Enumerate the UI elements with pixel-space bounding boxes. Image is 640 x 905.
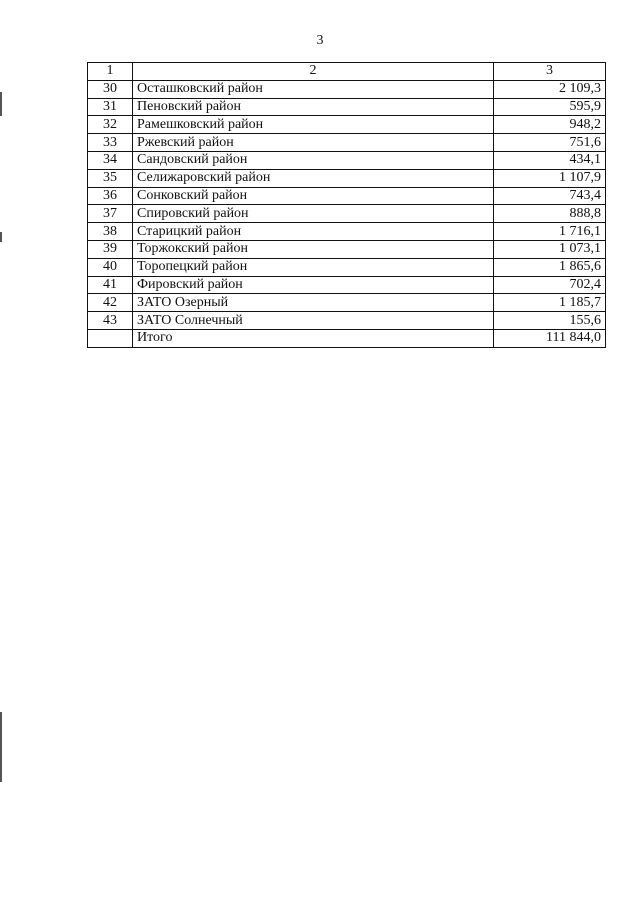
row-number: 36 (88, 187, 133, 205)
row-district-name: Фировский район (133, 276, 494, 294)
table-row (88, 294, 606, 312)
row-number: 31 (88, 98, 133, 116)
total-number (88, 329, 133, 347)
row-value: 743,4 (494, 187, 606, 205)
table-row (88, 98, 606, 116)
table-row (88, 276, 606, 294)
row-district-name: Спировский район (133, 205, 494, 223)
table-row (88, 80, 606, 98)
row-value: 434,1 (494, 151, 606, 169)
data-table (87, 62, 606, 348)
column-header-number: 1 (88, 63, 133, 81)
row-value: 1 107,9 (494, 169, 606, 187)
row-district-name: ЗАТО Солнечный (133, 312, 494, 330)
table-row (88, 187, 606, 205)
table-row (88, 240, 606, 258)
row-number: 37 (88, 205, 133, 223)
row-value: 888,8 (494, 205, 606, 223)
row-value: 2 109,3 (494, 80, 606, 98)
row-district-name: Торопецкий район (133, 258, 494, 276)
page-number: 3 (316, 33, 324, 48)
total-label: Итого (133, 329, 494, 347)
row-district-name: Рамешковский район (133, 116, 494, 134)
table-body (88, 80, 606, 329)
row-number: 41 (88, 276, 133, 294)
table-row (88, 312, 606, 330)
row-number: 34 (88, 151, 133, 169)
row-district-name: Сандовский район (133, 151, 494, 169)
table-row (88, 205, 606, 223)
row-district-name: Осташковский район (133, 80, 494, 98)
total-value: 111 844,0 (494, 329, 606, 347)
table-row (88, 116, 606, 134)
row-district-name: ЗАТО Озерный (133, 294, 494, 312)
table-row (88, 134, 606, 152)
row-value: 155,6 (494, 312, 606, 330)
table-header-row (88, 63, 606, 81)
row-district-name: Селижаровский район (133, 169, 494, 187)
table-row (88, 169, 606, 187)
row-value: 702,4 (494, 276, 606, 294)
row-number: 40 (88, 258, 133, 276)
row-value: 595,9 (494, 98, 606, 116)
row-number: 32 (88, 116, 133, 134)
row-number: 38 (88, 223, 133, 241)
scan-edge-mark (0, 712, 2, 782)
row-district-name: Торжокский район (133, 240, 494, 258)
scan-edge-mark (0, 232, 2, 242)
row-district-name: Ржевский район (133, 134, 494, 152)
row-value: 751,6 (494, 134, 606, 152)
row-value: 948,2 (494, 116, 606, 134)
scan-edge-mark (0, 92, 2, 116)
row-district-name: Старицкий район (133, 223, 494, 241)
row-district-name: Пеновский район (133, 98, 494, 116)
row-number: 43 (88, 312, 133, 330)
column-header-name: 2 (133, 63, 494, 81)
row-number: 30 (88, 80, 133, 98)
table-row (88, 258, 606, 276)
column-header-value: 3 (494, 63, 606, 81)
table-total-row (88, 329, 606, 347)
row-value: 1 073,1 (494, 240, 606, 258)
row-number: 42 (88, 294, 133, 312)
row-number: 39 (88, 240, 133, 258)
table-row (88, 151, 606, 169)
row-value: 1 865,6 (494, 258, 606, 276)
table-row (88, 223, 606, 241)
row-value: 1 185,7 (494, 294, 606, 312)
row-district-name: Сонковский район (133, 187, 494, 205)
row-number: 35 (88, 169, 133, 187)
row-number: 33 (88, 134, 133, 152)
row-value: 1 716,1 (494, 223, 606, 241)
